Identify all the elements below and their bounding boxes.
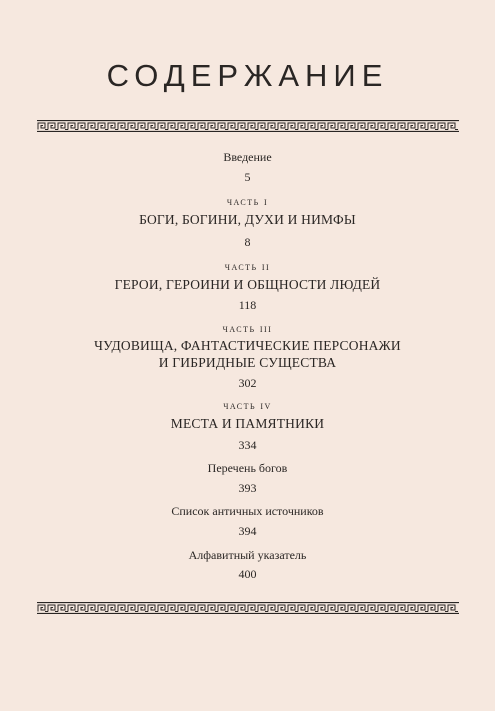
toc-item-part-2[interactable]: ГЕРОИ, ГЕРОИНИ И ОБЩНОСТИ ЛЮДЕЙ bbox=[114, 277, 381, 292]
toc-item-intro[interactable]: Введение bbox=[223, 150, 272, 164]
toc-item-sources[interactable]: Список античных источников bbox=[171, 504, 324, 518]
toc-page-intro: 5 bbox=[244, 170, 251, 184]
part-label: часть i bbox=[226, 196, 269, 208]
greek-key-border-top-icon bbox=[37, 120, 459, 132]
toc-page-gods-list: 393 bbox=[238, 481, 257, 495]
toc-item-index[interactable]: Алфавитный указатель bbox=[188, 548, 307, 562]
toc-item-part-3-line-1[interactable]: ЧУДОВИЩА, ФАНТАСТИЧЕСКИЕ ПЕРСОНАЖИ bbox=[94, 338, 401, 353]
toc-page-part-1: 8 bbox=[244, 235, 251, 249]
toc-page-part-4: 334 bbox=[238, 438, 257, 452]
toc-page-index: 400 bbox=[238, 567, 257, 581]
toc-item-part-1[interactable]: БОГИ, БОГИНИ, ДУХИ И НИМФЫ bbox=[139, 212, 356, 227]
greek-key-border-bottom-icon bbox=[37, 602, 459, 614]
toc-item-part-4[interactable]: МЕСТА И ПАМЯТНИКИ bbox=[170, 416, 325, 431]
part-label: часть ii bbox=[224, 261, 271, 273]
part-label: часть iv bbox=[223, 400, 272, 412]
toc-page-sources: 394 bbox=[238, 524, 257, 538]
toc-item-part-3-line-2[interactable]: И ГИБРИДНЫЕ СУЩЕСТВА bbox=[158, 355, 337, 370]
toc-page-part-2: 118 bbox=[238, 298, 257, 312]
page-title: СОДЕРЖАНИЕ bbox=[106, 58, 389, 93]
part-label: часть iii bbox=[222, 323, 273, 335]
toc-page-part-3: 302 bbox=[238, 376, 257, 390]
toc-item-gods-list[interactable]: Перечень богов bbox=[207, 461, 288, 475]
